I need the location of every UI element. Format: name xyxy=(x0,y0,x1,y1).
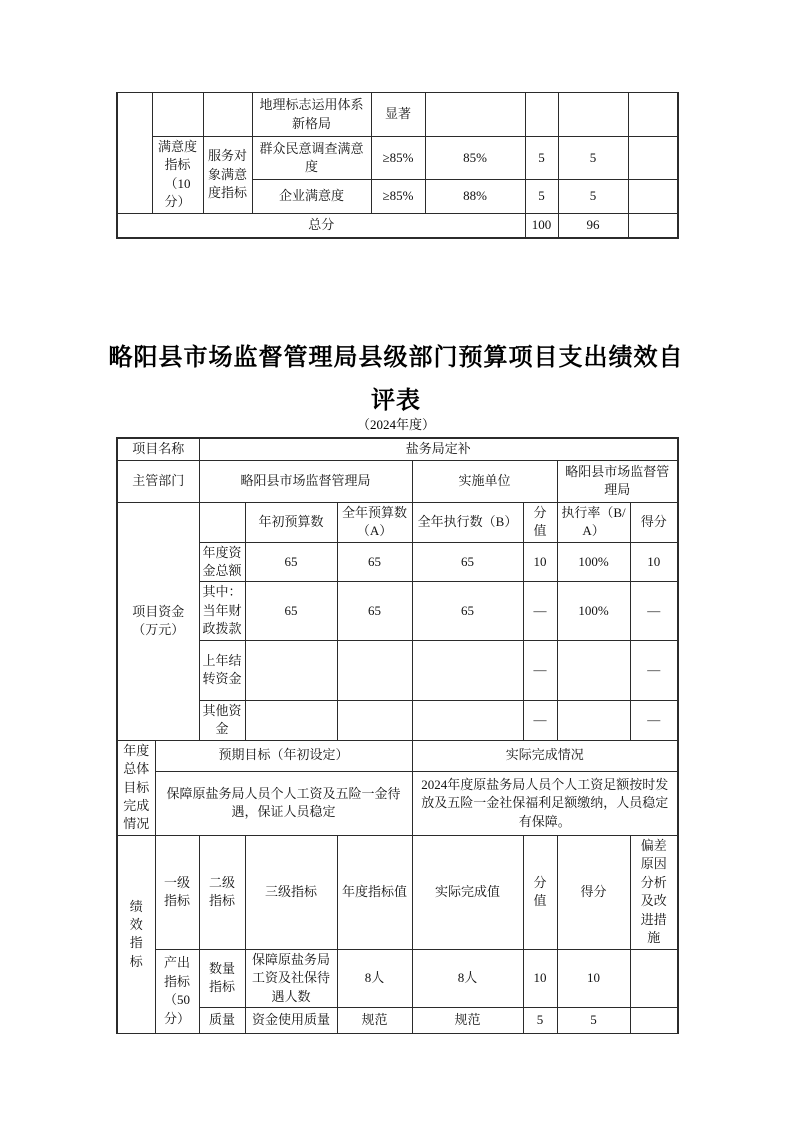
header-annual-budget: 全年预算数（A） xyxy=(337,502,412,542)
fund-fiscal-label: 其中：当年财政拨款 xyxy=(199,582,245,640)
total-score: 96 xyxy=(558,213,628,238)
header-execution-rate: 执行率（B/A） xyxy=(557,502,630,542)
impl-unit-label: 实施单位 xyxy=(412,460,557,502)
self-evaluation-table xyxy=(116,437,679,1034)
public-satisfaction-score: 5 xyxy=(558,137,628,180)
fund-fiscal-score: — xyxy=(630,582,678,640)
empty-cell xyxy=(628,93,678,137)
fund-other-label: 其他资金 xyxy=(199,700,245,740)
indicator-enterprise-satisfaction: 企业满意度 xyxy=(252,180,371,213)
empty-cell xyxy=(425,93,525,137)
fund-total-label: 年度资金总额 xyxy=(199,542,245,582)
fund-carryover-label: 上年结转资金 xyxy=(199,640,245,700)
fund-other-score: — xyxy=(630,700,678,740)
annual-goal-label: 年度总体目标完成情况 xyxy=(117,740,155,835)
perf-indicator-continuation-cell xyxy=(117,93,152,214)
perf-header-level3: 三级指标 xyxy=(245,835,337,949)
output-indicator-group-label: 产出指标（50分） xyxy=(155,949,199,1033)
perf-header-level2: 二级指标 xyxy=(199,835,245,949)
empty-cell xyxy=(412,640,523,700)
empty-cell xyxy=(557,700,630,740)
perf-header-target: 年度指标值 xyxy=(337,835,412,949)
empty-cell xyxy=(245,700,337,740)
enterprise-satisfaction-actual: 88% xyxy=(425,180,525,213)
enterprise-satisfaction-score: 5 xyxy=(558,180,628,213)
fund-fiscal-initial: 65 xyxy=(245,582,337,640)
quantity-target: 8人 xyxy=(337,949,412,1007)
enterprise-satisfaction-score-max: 5 xyxy=(525,180,558,213)
fund-total-initial: 65 xyxy=(245,542,337,582)
fund-carryover-score: — xyxy=(630,640,678,700)
empty-cell xyxy=(628,213,678,238)
indicator-public-satisfaction: 群众民意调查满意度 xyxy=(252,137,371,180)
public-satisfaction-actual: 85% xyxy=(425,137,525,180)
empty-cell xyxy=(203,93,252,137)
empty-cell xyxy=(412,700,523,740)
fund-total-rate: 100% xyxy=(557,542,630,582)
empty-cell xyxy=(245,640,337,700)
perf-header-deviation: 偏差原因分析及改进措施 xyxy=(630,835,678,949)
empty-cell xyxy=(557,640,630,700)
fund-total-score-max: 10 xyxy=(523,542,557,582)
public-satisfaction-score-max: 5 xyxy=(525,137,558,180)
empty-cell xyxy=(628,137,678,180)
quantity-indicator-level3: 保障原盐务局工资及社保待遇人数 xyxy=(245,949,337,1007)
dept-value: 略阳县市场监督管理局 xyxy=(199,460,412,502)
service-target-group-label: 服务对象满意度指标 xyxy=(203,137,252,214)
empty-cell xyxy=(630,949,678,1007)
public-satisfaction-target: ≥85% xyxy=(371,137,425,180)
actual-completion-text: 2024年度原盐务局人员个人工资足额按时发放及五险一金社保福利足额缴纳，人员稳定有保障。 xyxy=(412,771,678,835)
project-name-label: 项目名称 xyxy=(117,438,199,460)
enterprise-satisfaction-target: ≥85% xyxy=(371,180,425,213)
quantity-actual: 8人 xyxy=(412,949,523,1007)
quality-indicator-label: 质量 xyxy=(199,1008,245,1034)
empty-cell xyxy=(337,640,412,700)
project-name-value: 盐务局定补 xyxy=(199,438,678,460)
quality-score: 5 xyxy=(557,1008,630,1034)
fund-carryover-score-max: — xyxy=(523,640,557,700)
perf-header-actual: 实际完成值 xyxy=(412,835,523,949)
empty-cell xyxy=(628,180,678,213)
perf-header-level1: 一级指标 xyxy=(155,835,199,949)
fund-total-annual: 65 xyxy=(337,542,412,582)
empty-cell xyxy=(152,93,203,137)
empty-cell xyxy=(525,93,558,137)
perf-indicator-label: 绩效指标 xyxy=(117,835,155,1033)
expected-goal-text: 保障原盐务局人员个人工资及五险一金待遇，保证人员稳定 xyxy=(155,771,412,835)
fund-fiscal-executed: 65 xyxy=(412,582,523,640)
header-score-max: 分值 xyxy=(523,502,557,542)
empty-cell xyxy=(558,93,628,137)
fund-fiscal-rate: 100% xyxy=(557,582,630,640)
quality-score-max: 5 xyxy=(523,1008,557,1034)
page-title: 略阳县市场监督管理局县级部门预算项目支出绩效自评表 xyxy=(108,344,684,414)
quantity-score: 10 xyxy=(557,949,630,1007)
expected-goal-header: 预期目标（年初设定） xyxy=(155,740,412,771)
satisfaction-group-label: 满意度指标（10分） xyxy=(152,137,203,214)
quantity-indicator-label: 数量指标 xyxy=(199,949,245,1007)
quantity-score-max: 10 xyxy=(523,949,557,1007)
fund-total-score: 10 xyxy=(630,542,678,582)
project-funds-label: 项目资金（万元） xyxy=(117,502,199,740)
empty-cell xyxy=(199,502,245,542)
empty-cell xyxy=(630,1008,678,1034)
fund-other-score-max: — xyxy=(523,700,557,740)
header-annual-executed: 全年执行数（B） xyxy=(412,502,523,542)
dept-label: 主管部门 xyxy=(117,460,199,502)
quality-target: 规范 xyxy=(337,1008,412,1034)
quality-indicator-level3: 资金使用质量 xyxy=(245,1008,337,1034)
impl-unit-value: 略阳县市场监督管理局 xyxy=(557,460,678,502)
indicator-geo-brand: 地理标志运用体系新格局 xyxy=(252,93,371,137)
total-score-max: 100 xyxy=(525,213,558,238)
page-subtitle: （2024年度） xyxy=(356,417,435,432)
actual-completion-header: 实际完成情况 xyxy=(412,740,678,771)
perf-header-score: 得分 xyxy=(557,835,630,949)
empty-cell xyxy=(337,700,412,740)
indicator-geo-target: 显著 xyxy=(371,93,425,137)
header-score: 得分 xyxy=(630,502,678,542)
quality-actual: 规范 xyxy=(412,1008,523,1034)
fund-total-executed: 65 xyxy=(412,542,523,582)
fund-fiscal-annual: 65 xyxy=(337,582,412,640)
perf-header-score-max: 分值 xyxy=(523,835,557,949)
fund-fiscal-score-max: — xyxy=(523,582,557,640)
total-score-label: 总分 xyxy=(117,213,525,238)
previous-page-score-table xyxy=(116,92,679,239)
header-initial-budget: 年初预算数 xyxy=(245,502,337,542)
